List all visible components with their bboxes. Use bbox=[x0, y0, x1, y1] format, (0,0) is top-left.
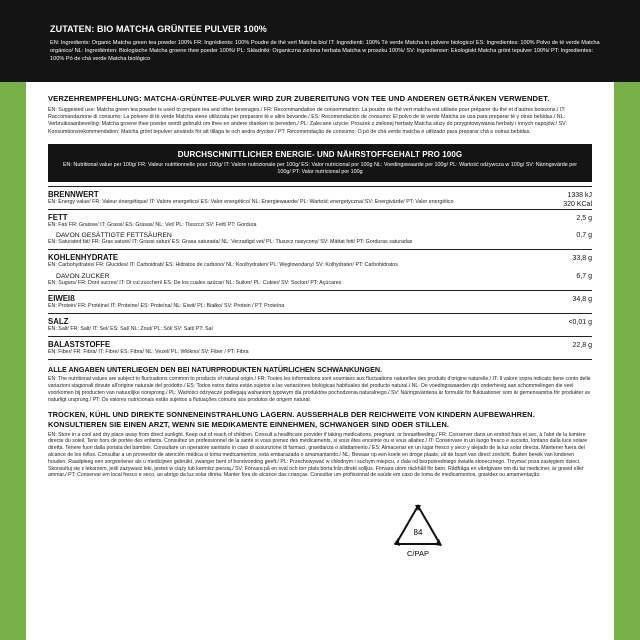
energy-kcal: 320 KCal bbox=[563, 200, 592, 208]
nutrient-translations: EN: Protein/ FR: Protéine/ IT: Proteine/ ES: Proteína/ NL: Eiwit/ PL: Białko/ SV: Protein / PT: Proteína bbox=[48, 302, 285, 309]
nutrient-name: EIWEIß bbox=[48, 293, 75, 303]
sub-value: 0,7 g bbox=[576, 232, 592, 240]
ingredients-band bbox=[0, 0, 640, 82]
nutrient-subname bbox=[48, 232, 592, 239]
sub-translations: EN: Sugars/ FR: Dont sucres/ IT: Di cui zuccheri/ ES: De los cuales azúcar/ NL: Suiker/ PL: Cukier/ SV: Socker/ PT: Açúcares bbox=[48, 279, 342, 286]
nutrient-translations: EN: Salt/ FR: Salt/ IT: Sel/ ES: Sal/ NL: Zout/ PL: Sól/ SV: Salt/ PT: Sal bbox=[48, 326, 213, 333]
natural-note-title: ALLE ANGABEN UNTERLIEGEN DEN BEI NATURPRODUKTEN NATÜRLICHEN SCHWANKUNGEN. bbox=[48, 365, 383, 375]
table-row bbox=[48, 250, 592, 290]
table-row bbox=[48, 291, 592, 314]
nutrient-value: 22,8 g bbox=[572, 342, 592, 350]
table-row bbox=[48, 186, 592, 210]
ingredients-title: ZUTATEN: BIO MATCHA GRÜNTEE PULVER 100% bbox=[50, 24, 267, 34]
nutrient-translations: EN: Fat/ FR: Graisse/ IT: Grassi/ ES: Grasas/ NL: Vet/ PL: Tłuszcz/ SV: Fett/ PT: Gordura bbox=[48, 222, 257, 229]
table-row bbox=[48, 314, 592, 337]
recycle-number: 84 bbox=[413, 528, 423, 537]
nutrient-value: <0,01 g bbox=[568, 319, 592, 327]
nutrition-header bbox=[48, 144, 592, 182]
nutrition-table bbox=[48, 186, 592, 361]
nutrient-value: 34,8 g bbox=[572, 295, 592, 303]
natural-note-text: EN: The nutritional values are subject to fluctuations common to products of natural origin./ FR: Toutes les informations sont soumises aux fluctuations naturelles des produits d'origine naturelle./ IT: Il valore sopra indicato tiene conto delle variazioni stagionali dovute all'origine naturale del prodotto./ ES: Todos estos datos están sujetos a las variaciones biológicas habituales del producto natural./ NL: De voedingswaarden zijn onderhevig aan schommelingen die veel voorkomen bij producten van natuurlijke oorsprong./ PL: Wartości odżywcze podlegają wahaniom typowym dla produktów pochodzenia naturalnego./ SV: Näringsvärdena är formulär för fluktuationer som är gemensamma för produkter av naturligt ursprung./ PT: Os valores nutricionais estão sujeitos a flutuações comuns aos produtos de origem natural. bbox=[48, 376, 591, 403]
nutrition-subtitle: EN: Nutritional value per 100g/ FR: Valeur nutritionnelle pour 100g/ IT: Valore nutrizionale per 100g/ ES: Valor nutricional por 100g NL: Voedingswaarde per 100g/ PL: Wartość odżywcza w 100g/ SV: Näringsvärde per 100g/ PT: Valor nutricional por 100g bbox=[62, 161, 578, 175]
nutrient-name: BALASTSTOFFE bbox=[48, 340, 111, 350]
nutrient-translations: EN: Fiber/ FR: Fibra/ IT: Fibre/ ES: Fibra/ NL: Vezel/ PL: Włókno/ SV: Fiber / PT: Fibra bbox=[48, 349, 249, 356]
nutrient-value: 33,8 g bbox=[572, 255, 592, 263]
usage-text: EN: Suggested use: Matcha green tea powder is used to prepare tea and other beverages./ FR: Recommandation de consommation: La poudre de thé vert matcha est utilisée pour préparer du thé et d'autres boissons./ IT: Raccomandazione di consumo: La polvere di tè verde Matcha viene utilizzata per preparare tè e altre bevande./ ES: Recomendación de consumo: El polvo de té verde Matcha se usa para preparar té y otras bebidas./ NL: Verbruiksaanbeveling: Matcha groene thee poeder wordt gebruikt om thee en andere dranken te bereiden./ PL: Zalecane użycie: Proszek z zielonej herbaty Matcha służy do przygotowywania herbaty i innych napojów./ SV: Konsumtionsrekommendation: Matcha grönt tepulver används för att tillaga te och andra drycker./ PT: Recomendação de consumo: O pó de chá verde matcha é utilizado para preparar chá e outras bebidas. bbox=[48, 107, 567, 135]
table-row bbox=[48, 210, 592, 250]
left-green-border bbox=[0, 0, 26, 640]
right-green-border bbox=[614, 0, 640, 640]
nutrient-translations: EN: Energy value/ FR: Valeur énergétique/ IT: Valore energetico/ ES: Valor energético/ NL: Energiewaarde/ PL: Wartość energetyczna/ SV: Energivärde/ PT: Valor energético bbox=[48, 198, 454, 205]
usage-title: VERZEHREMPFEHLUNG: MATCHA-GRÜNTEE-PULVER WIRD ZUR ZUBEREITUNG VON TEE UND ANDEREN GETRÄNKEN VERWENDET. bbox=[48, 94, 550, 103]
energy-kj: 1338 kJ bbox=[567, 191, 592, 199]
sub-label: DAVON ZUCKER bbox=[56, 272, 110, 280]
nutrient-value: 2,5 g bbox=[576, 215, 592, 223]
label-content bbox=[26, 82, 614, 640]
storage-text: EN: Store in a cool and dry place away from direct sunlight. Keep out of reach of children. Consult a healthcare provider if taking medications, pregnant, or breastfeeding./ FR: Conserver dans un endroit frais et sec, à l'abri de la lumière directe du soleil. Tenir hors de portée des enfants. Consultez un professionnel de la santé si vous prenez des médicaments, si vous êtes enceinte ou si vous allaitez./ IT: Conservare in un luogo fresco e asciutto, lontano dalla luce solare diretta. Tenere fuori dalla portata dei bambini. Consultare un operatore sanitario in caso di assunzione di farmaci, gravidanza o allattamento./ ES: Almacenar en un lugar fresco y seco y alejado de la luz solar directa. Mantener fuera del alcance de los niños. Consultar a un proveedor de atención médica si toma medicamentos, está embarazada o amamantando./ NL: Bewaar op een koele en droge plaats, uit de buurt van direct zonlicht. Buiten bereik van kinderen houden. Raadpleeg een zorgverlener als u medicijnen gebruikt, zwanger bent of borstvoeding geeft./ PL: Przechowywać w chłodnym i suchym miejscu, z dala od bezpośredniego światła słonecznego. Trzymać poza zasięgiem dzieci. Skonsultuj się z lekarzem, jeśli zażywasz leki, jesteś w ciąży lub karmisz piersią./ SV: Förvara på en sval och torr plats borta från direkt solljus. Förvara utom räckhåll för barn. Rådfråga en vårdgivare om du tar mediciner, är gravid eller ammar./ PT: Conservar em local fresco e seco, ao abrigo da luz solar direta. Manter fora do alcance das crianças. Consultar um profissional de saúde em caso de toma de medicamentos, gravidez ou amamentação. bbox=[48, 431, 588, 479]
nutrient-value bbox=[563, 191, 592, 209]
sub-translations: EN: Saturated fat/ FR: Gras saturé/ IT: Grassi saturi/ ES: Grasa saturada/ NL: Verzadigd vet/ PL: Tłuszcz nasycony/ SV: Mättat fett/ PT: Gorduras saturadas bbox=[48, 239, 413, 246]
nutrient-name: SALZ bbox=[48, 317, 69, 327]
sub-label: DAVON GESÄTTIGTE FETTSÄUREN bbox=[56, 232, 172, 240]
table-row bbox=[48, 337, 592, 360]
nutrient-subname bbox=[48, 273, 592, 280]
nutrient-name: FETT bbox=[48, 213, 68, 223]
usage-section bbox=[48, 90, 592, 136]
nutrient-name: KOHLENHYDRATE bbox=[48, 253, 119, 263]
recycle-triangle-icon bbox=[392, 502, 444, 562]
nutrient-name: BRENNWERT bbox=[48, 189, 99, 199]
nutrient-translations: EN: Carbohydrates/ FR: Glucides/ IT: Carboidrati/ ES: Hidratos de carbono/ NL: Koolhydraten/ PL: Węglowodany/ SV: Kolhydrater/ PT: Carbohidratos bbox=[48, 262, 398, 269]
recycling-symbol bbox=[392, 502, 444, 562]
ingredients-text: EN: Ingredients: Organic Matcha green tea powder 100% FR: Ingrédients: 100% Poudre de thé vert Matcha bio/ IT: Ingredienti: 100% Tè verde Matcha in polvere biologico/ ES: Ingredientes: 100% Polvo de té verde Matcha orgánico/ NL: Ingrediënten: Biologische Matcha groene thee poeder 100%/ PL: Składniki: Organiczna zielona herbata Matcha w proszku 100%/ SV: Ingredienser: Ekologiskt Matcha grönt tepulver 100%/ PT: Ingredientes: 100% Pó de chá verde Matcha biológico bbox=[50, 40, 600, 62]
storage-title: TROCKEN, KÜHL UND DIREKTE SONNENEINSTRAHLUNG LAGERN. AUSSERHALB DER REICHWEITE VON KINDERN AUFBEWAHREN. KONSULTIEREN SIE EINEN ARZT, WENN SIE MEDIKAMENTE EINNEHMEN, SCHWANGER SIND ODER STILLEN. bbox=[48, 409, 535, 429]
nutrition-title: DURCHSCHNITTLICHER ENERGIE- UND NÄHRSTOFFGEHALT PRO 100G bbox=[177, 149, 463, 159]
storage-section bbox=[48, 410, 592, 480]
recycle-code: C/PAP bbox=[407, 549, 429, 558]
sub-value: 6,7 g bbox=[576, 272, 592, 280]
